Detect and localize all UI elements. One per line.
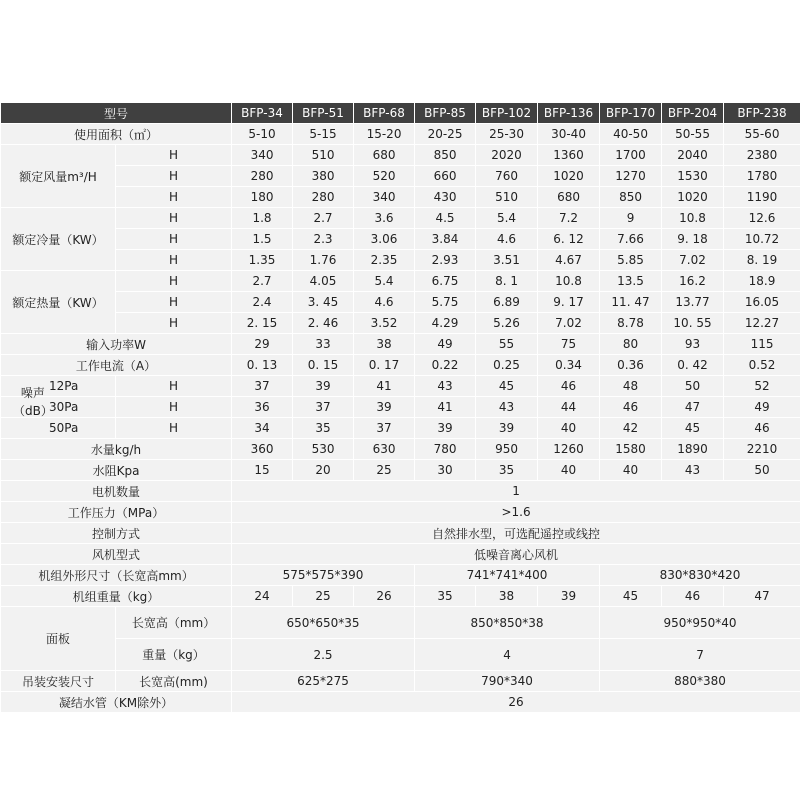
- value-cell: 1.5: [232, 229, 293, 250]
- value-cell: 80: [600, 334, 662, 355]
- value-cell: 1020: [662, 187, 724, 208]
- value-cell: 16.2: [662, 271, 724, 292]
- value-cell: 4.05: [293, 271, 354, 292]
- table-row: [1, 439, 800, 460]
- model-col-header: BFP-68: [354, 103, 415, 124]
- model-col-header: BFP-204: [662, 103, 724, 124]
- value-cell: 0. 15: [293, 355, 354, 376]
- value-cell: 6.89: [476, 292, 538, 313]
- value-cell: 510: [293, 145, 354, 166]
- value-cell: 7.2: [538, 208, 600, 229]
- value-cell: 46: [538, 376, 600, 397]
- table-row: [1, 355, 800, 376]
- value-cell: 360: [232, 439, 293, 460]
- row-label: 机组外形尺寸（长宽高mm）: [1, 565, 232, 586]
- value-cell: 1190: [724, 187, 800, 208]
- value-cell: 1270: [600, 166, 662, 187]
- value-cell: 50: [662, 376, 724, 397]
- value-cell: 20: [293, 460, 354, 481]
- value-cell: 10.72: [724, 229, 800, 250]
- value-cell: 680: [538, 187, 600, 208]
- value-cell: 25-30: [476, 124, 538, 145]
- value-cell: 44: [538, 397, 600, 418]
- value-cell: 10.8: [662, 208, 724, 229]
- value-cell: 13.5: [600, 271, 662, 292]
- value-cell: 2040: [662, 145, 724, 166]
- value-cell: 50-55: [662, 124, 724, 145]
- value-cell: 15-20: [354, 124, 415, 145]
- value-cell: 2.4: [232, 292, 293, 313]
- row-label: 使用面积（㎡）: [1, 124, 232, 145]
- model-col-header: BFP-136: [538, 103, 600, 124]
- value-cell: 180: [232, 187, 293, 208]
- value-cell: 520: [354, 166, 415, 187]
- value-cell: 7.66: [600, 229, 662, 250]
- value-cell: 2.35: [354, 250, 415, 271]
- value-cell: 12.6: [724, 208, 800, 229]
- value-cell: 10. 55: [662, 313, 724, 334]
- value-cell: 5.26: [476, 313, 538, 334]
- value-cell: 4.67: [538, 250, 600, 271]
- pressure-label: 30Pa: [1, 397, 116, 418]
- value-cell: 1.76: [293, 250, 354, 271]
- merged-value: 830*830*420: [600, 565, 800, 586]
- value-cell: 45: [476, 376, 538, 397]
- noise-unit-text: （dB）: [13, 404, 53, 418]
- merged-value: >1.6: [232, 502, 800, 523]
- table-row: [1, 397, 800, 418]
- value-cell: 26: [354, 586, 415, 607]
- value-cell: 40: [538, 460, 600, 481]
- table-row: [1, 418, 800, 439]
- table-row: [1, 250, 800, 271]
- model-header: 型号: [1, 103, 232, 124]
- value-cell: 49: [415, 334, 476, 355]
- value-cell: 40-50: [600, 124, 662, 145]
- value-cell: 0.25: [476, 355, 538, 376]
- table-row: [1, 292, 800, 313]
- value-cell: 55: [476, 334, 538, 355]
- value-cell: 5.4: [476, 208, 538, 229]
- pressure-label: 12Pa: [49, 379, 79, 393]
- value-cell: 340: [232, 145, 293, 166]
- noise-label-text: 噪声: [20, 386, 45, 400]
- table-row: [1, 607, 800, 639]
- speed-label: H: [116, 313, 232, 334]
- value-cell: 380: [293, 166, 354, 187]
- speed-label: H: [116, 145, 232, 166]
- model-col-header: BFP-238: [724, 103, 800, 124]
- value-cell: 35: [293, 418, 354, 439]
- value-cell: 0.52: [724, 355, 800, 376]
- value-cell: 8. 19: [724, 250, 800, 271]
- value-cell: 3. 45: [293, 292, 354, 313]
- merged-value: 790*340: [415, 671, 600, 692]
- value-cell: 46: [600, 397, 662, 418]
- value-cell: 2.93: [415, 250, 476, 271]
- value-cell: 18.9: [724, 271, 800, 292]
- value-cell: 30-40: [538, 124, 600, 145]
- value-cell: 1260: [538, 439, 600, 460]
- table-row: [1, 544, 800, 565]
- value-cell: 47: [662, 397, 724, 418]
- model-col-header: BFP-51: [293, 103, 354, 124]
- value-cell: 2. 46: [293, 313, 354, 334]
- value-cell: 4.6: [476, 229, 538, 250]
- value-cell: 4.5: [415, 208, 476, 229]
- table-row: [1, 334, 800, 355]
- spec-table: [0, 102, 800, 713]
- value-cell: 43: [476, 397, 538, 418]
- merged-value: 1: [232, 481, 800, 502]
- merged-value: 7: [600, 639, 800, 671]
- value-cell: 50: [724, 460, 800, 481]
- value-cell: 37: [232, 376, 293, 397]
- value-cell: 2. 15: [232, 313, 293, 334]
- value-cell: 24: [232, 586, 293, 607]
- value-cell: 41: [354, 376, 415, 397]
- pressure-label: 50Pa: [1, 418, 116, 439]
- table-row: [1, 376, 800, 397]
- value-cell: 0.36: [600, 355, 662, 376]
- table-row: [1, 313, 800, 334]
- value-cell: 3.51: [476, 250, 538, 271]
- row-label: 工作压力（MPa）: [1, 502, 232, 523]
- merged-value: 741*741*400: [415, 565, 600, 586]
- row-label: 输入功率W: [1, 334, 232, 355]
- value-cell: 7.02: [662, 250, 724, 271]
- group-label: 面板: [1, 607, 116, 671]
- value-cell: 1360: [538, 145, 600, 166]
- table-row: [1, 271, 800, 292]
- table-row: [1, 502, 800, 523]
- value-cell: 11. 47: [600, 292, 662, 313]
- value-cell: 530: [293, 439, 354, 460]
- table-row: [1, 481, 800, 502]
- value-cell: 10.8: [538, 271, 600, 292]
- value-cell: 2.7: [232, 271, 293, 292]
- value-cell: 75: [538, 334, 600, 355]
- sub-label: 长宽高(mm): [116, 671, 232, 692]
- value-cell: 93: [662, 334, 724, 355]
- merged-value: 650*650*35: [232, 607, 415, 639]
- value-cell: 12.27: [724, 313, 800, 334]
- merged-value: 625*275: [232, 671, 415, 692]
- speed-label: H: [116, 418, 232, 439]
- value-cell: 0.34: [538, 355, 600, 376]
- row-label: 凝结水管（KM除外）: [1, 692, 232, 713]
- value-cell: 29: [232, 334, 293, 355]
- value-cell: 5.85: [600, 250, 662, 271]
- value-cell: 430: [415, 187, 476, 208]
- row-label: 吊装安装尺寸: [1, 671, 116, 692]
- table-row: [1, 166, 800, 187]
- value-cell: 9. 17: [538, 292, 600, 313]
- header-row: [1, 103, 800, 124]
- value-cell: 630: [354, 439, 415, 460]
- value-cell: 4.6: [354, 292, 415, 313]
- value-cell: 1020: [538, 166, 600, 187]
- value-cell: 760: [476, 166, 538, 187]
- merged-value: 850*850*38: [415, 607, 600, 639]
- value-cell: 8. 1: [476, 271, 538, 292]
- merged-value: 低噪音离心风机: [232, 544, 800, 565]
- merged-value: 880*380: [600, 671, 800, 692]
- value-cell: 1780: [724, 166, 800, 187]
- value-cell: 7.02: [538, 313, 600, 334]
- value-cell: 47: [724, 586, 800, 607]
- table-row: [1, 523, 800, 544]
- value-cell: 1700: [600, 145, 662, 166]
- row-label: 水量kg/h: [1, 439, 232, 460]
- speed-label: H: [116, 376, 232, 397]
- merged-value: 自然排水型，可选配遥控或线控: [232, 523, 800, 544]
- value-cell: 5-10: [232, 124, 293, 145]
- value-cell: 3.84: [415, 229, 476, 250]
- value-cell: 850: [415, 145, 476, 166]
- table-row: [1, 229, 800, 250]
- speed-label: H: [116, 292, 232, 313]
- value-cell: 3.06: [354, 229, 415, 250]
- value-cell: 46: [662, 586, 724, 607]
- merged-value: 26: [232, 692, 800, 713]
- speed-label: H: [116, 166, 232, 187]
- value-cell: 950: [476, 439, 538, 460]
- value-cell: 1.35: [232, 250, 293, 271]
- value-cell: 2210: [724, 439, 800, 460]
- speed-label: H: [116, 271, 232, 292]
- merged-value: 2.5: [232, 639, 415, 671]
- value-cell: 340: [354, 187, 415, 208]
- value-cell: 45: [662, 418, 724, 439]
- value-cell: 2.7: [293, 208, 354, 229]
- table-row: [1, 145, 800, 166]
- merged-value: 4: [415, 639, 600, 671]
- merged-value: 950*950*40: [600, 607, 800, 639]
- table-row: [1, 187, 800, 208]
- value-cell: 115: [724, 334, 800, 355]
- value-cell: 510: [476, 187, 538, 208]
- row-label: 电机数量: [1, 481, 232, 502]
- value-cell: 6.75: [415, 271, 476, 292]
- value-cell: 43: [415, 376, 476, 397]
- value-cell: 4.29: [415, 313, 476, 334]
- value-cell: 3.6: [354, 208, 415, 229]
- row-label: 工作电流（A）: [1, 355, 232, 376]
- table-row: [1, 208, 800, 229]
- value-cell: 43: [662, 460, 724, 481]
- table-row: [1, 460, 800, 481]
- table-row: [1, 565, 800, 586]
- row-label: 水阻Kpa: [1, 460, 232, 481]
- model-col-header: BFP-85: [415, 103, 476, 124]
- sub-label: 长宽高（mm）: [116, 607, 232, 639]
- value-cell: 280: [232, 166, 293, 187]
- group-label: 额定热量（KW）: [1, 271, 116, 334]
- row-label: 风机型式: [1, 544, 232, 565]
- value-cell: 2380: [724, 145, 800, 166]
- value-cell: 41: [415, 397, 476, 418]
- table-row: [1, 671, 800, 692]
- group-label: 额定冷量（KW）: [1, 208, 116, 271]
- value-cell: 55-60: [724, 124, 800, 145]
- value-cell: 5.4: [354, 271, 415, 292]
- group-label: 额定风量m³/H: [1, 145, 116, 208]
- value-cell: 13.77: [662, 292, 724, 313]
- value-cell: 1530: [662, 166, 724, 187]
- value-cell: 0. 17: [354, 355, 415, 376]
- value-cell: 39: [538, 586, 600, 607]
- value-cell: 37: [293, 397, 354, 418]
- merged-value: 575*575*390: [232, 565, 415, 586]
- table-row: [1, 586, 800, 607]
- table-row: [1, 639, 800, 671]
- value-cell: 16.05: [724, 292, 800, 313]
- value-cell: 2020: [476, 145, 538, 166]
- value-cell: 0. 42: [662, 355, 724, 376]
- value-cell: 850: [600, 187, 662, 208]
- model-col-header: BFP-34: [232, 103, 293, 124]
- value-cell: 660: [415, 166, 476, 187]
- value-cell: 39: [293, 376, 354, 397]
- value-cell: 1890: [662, 439, 724, 460]
- value-cell: 42: [600, 418, 662, 439]
- value-cell: 39: [415, 418, 476, 439]
- value-cell: 15: [232, 460, 293, 481]
- value-cell: 40: [600, 460, 662, 481]
- value-cell: 2.3: [293, 229, 354, 250]
- value-cell: 280: [293, 187, 354, 208]
- speed-label: H: [116, 397, 232, 418]
- row-label: 控制方式: [1, 523, 232, 544]
- model-col-header: BFP-170: [600, 103, 662, 124]
- value-cell: 6. 12: [538, 229, 600, 250]
- value-cell: 0. 13: [232, 355, 293, 376]
- value-cell: 34: [232, 418, 293, 439]
- speed-label: H: [116, 229, 232, 250]
- speed-label: H: [116, 208, 232, 229]
- value-cell: 36: [232, 397, 293, 418]
- value-cell: 3.52: [354, 313, 415, 334]
- value-cell: 45: [600, 586, 662, 607]
- value-cell: 1.8: [232, 208, 293, 229]
- value-cell: 30: [415, 460, 476, 481]
- value-cell: 8.78: [600, 313, 662, 334]
- value-cell: 20-25: [415, 124, 476, 145]
- value-cell: 780: [415, 439, 476, 460]
- value-cell: 48: [600, 376, 662, 397]
- noise-label: [13, 384, 53, 420]
- value-cell: 46: [724, 418, 800, 439]
- speed-label: H: [116, 187, 232, 208]
- value-cell: 9: [600, 208, 662, 229]
- value-cell: 0.22: [415, 355, 476, 376]
- value-cell: 39: [476, 418, 538, 439]
- sub-label: 重量（kg）: [116, 639, 232, 671]
- value-cell: 38: [354, 334, 415, 355]
- value-cell: 40: [538, 418, 600, 439]
- value-cell: 9. 18: [662, 229, 724, 250]
- value-cell: 5-15: [293, 124, 354, 145]
- table-row: [1, 124, 800, 145]
- value-cell: 25: [293, 586, 354, 607]
- table-row: [1, 692, 800, 713]
- value-cell: 37: [354, 418, 415, 439]
- value-cell: 25: [354, 460, 415, 481]
- row-label: 机组重量（kg）: [1, 586, 232, 607]
- value-cell: 5.75: [415, 292, 476, 313]
- value-cell: 35: [415, 586, 476, 607]
- value-cell: 52: [724, 376, 800, 397]
- value-cell: 680: [354, 145, 415, 166]
- value-cell: 49: [724, 397, 800, 418]
- value-cell: 33: [293, 334, 354, 355]
- model-col-header: BFP-102: [476, 103, 538, 124]
- value-cell: 38: [476, 586, 538, 607]
- speed-label: H: [116, 250, 232, 271]
- value-cell: 35: [476, 460, 538, 481]
- value-cell: 39: [354, 397, 415, 418]
- value-cell: 1580: [600, 439, 662, 460]
